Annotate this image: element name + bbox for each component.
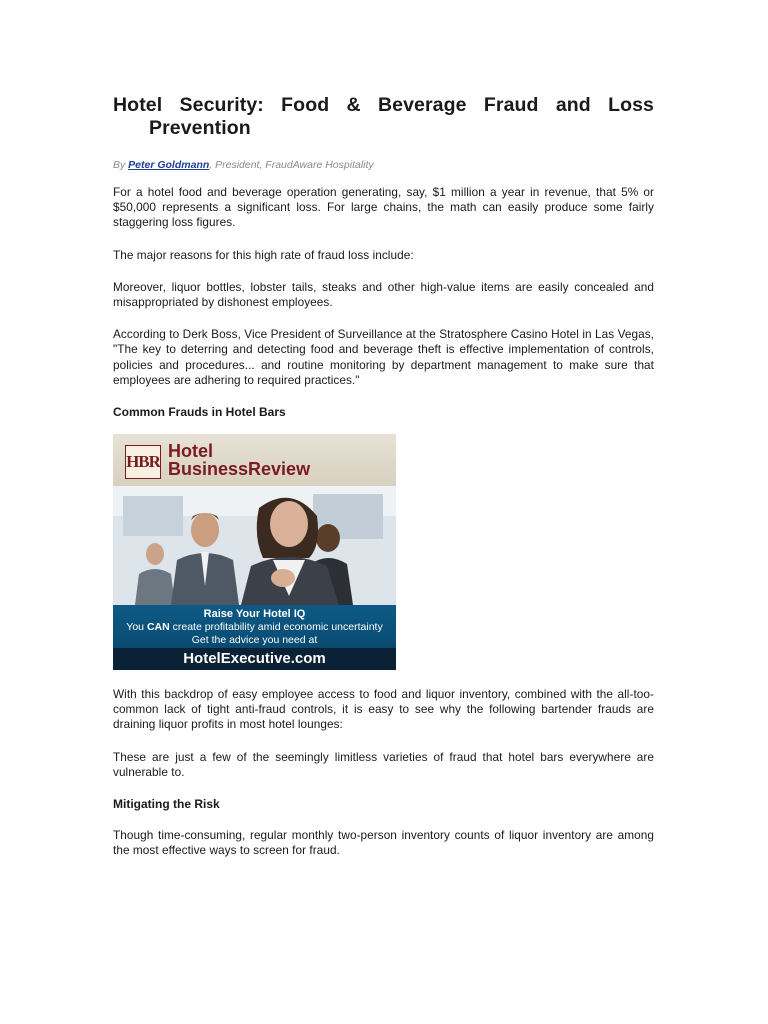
paragraph-moreover: Moreover, liquor bottles, lobster tails, steaks and other high-value items are easily concealed and misappropriated by dishonest employees. bbox=[113, 279, 654, 310]
byline bbox=[113, 159, 654, 171]
paragraph-quote: According to Derk Boss, Vice President of Surveillance at the Stratosphere Casino Hotel in Las Vegas, "The key to deterring and detecting food and beverage theft is effective implementation of controls, policies and procedures... and routine monitoring by department management to make sure that employees are adhering to required practices." bbox=[113, 327, 654, 387]
paragraph-backdrop: With this backdrop of easy employee access to food and liquor inventory, combined with the all-too-common lack of tight anti-fraud controls, it is easy to see why the following bartender frauds are draining liquor profits in most hotel lounges: bbox=[113, 687, 654, 732]
paragraph-major-reasons: The major reasons for this high rate of fraud loss include: bbox=[113, 247, 414, 262]
paragraph-inventory: Though time-consuming, regular monthly two-person inventory counts of liquor inventory are among the most effective ways to screen for fraud. bbox=[113, 828, 654, 858]
author-link[interactable]: Peter Goldmann bbox=[128, 159, 210, 171]
ad-tagline bbox=[113, 621, 396, 634]
article-title-line1: Hotel Security: Food & Beverage Fraud and Loss bbox=[113, 94, 654, 116]
ad-tagline-bold: CAN bbox=[146, 621, 170, 634]
byline-prefix: By bbox=[113, 159, 129, 171]
article bbox=[113, 94, 654, 858]
ad-tagline-pre: You bbox=[126, 621, 147, 634]
ad-banner[interactable] bbox=[113, 434, 396, 670]
hbr-logo: HBR bbox=[125, 445, 161, 479]
ad-footer bbox=[113, 605, 396, 670]
business-people-illustration bbox=[113, 486, 396, 605]
byline-suffix: , President, FraudAware Hospitality bbox=[209, 159, 374, 171]
paragraph-varieties: These are just a few of the seemingly limitless varieties of fraud that hotel bars everywhere are vulnerable to. bbox=[113, 749, 654, 779]
article-title bbox=[113, 94, 654, 140]
ad-url-link[interactable]: HotelExecutive.com bbox=[113, 648, 396, 670]
paragraph-revenue: For a hotel food and beverage operation generating, say, $1 million a year in revenue, that 5% or $50,000 represents a significant loss. For large chains, the math can easily produce some fairly staggering loss figures. bbox=[113, 185, 654, 230]
ad-photo bbox=[113, 486, 396, 605]
ad-tagline-post: create profitability amid economic uncertainty bbox=[169, 621, 383, 634]
heading-common-frauds: Common Frauds in Hotel Bars bbox=[113, 405, 286, 420]
ad-brand-line2: BusinessReview bbox=[168, 459, 311, 480]
ad-headline: Raise Your Hotel IQ bbox=[203, 608, 306, 621]
article-title-line2: Prevention bbox=[149, 117, 251, 139]
heading-mitigating: Mitigating the Risk bbox=[113, 797, 220, 812]
ad-brand-line1: Hotel bbox=[168, 441, 213, 462]
ad-advice-line: Get the advice you need at bbox=[191, 634, 318, 647]
ad-header bbox=[113, 434, 396, 486]
